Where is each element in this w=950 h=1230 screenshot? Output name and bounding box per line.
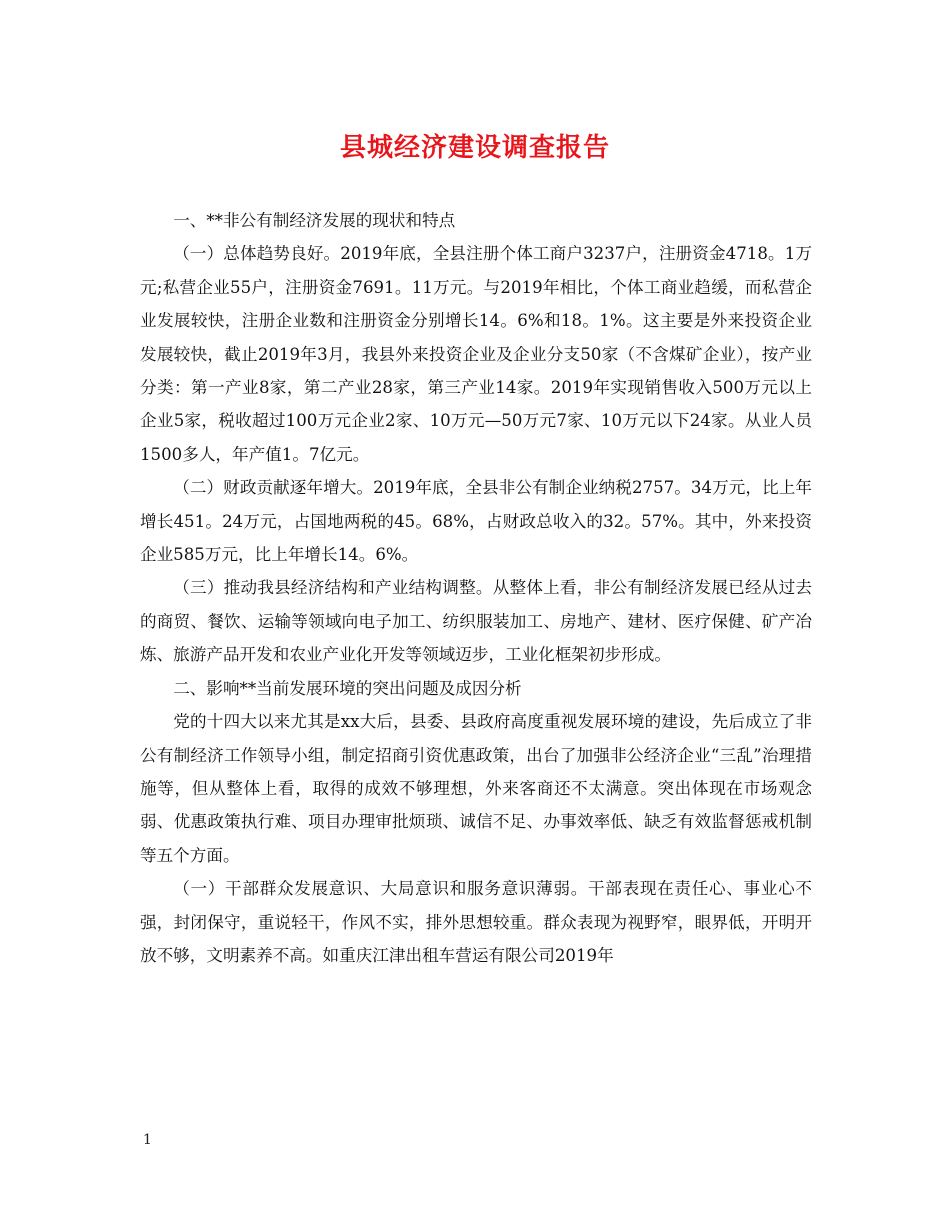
paragraph: （三）推动我县经济结构和产业结构调整。从整体上看，非公有制经济发展已经从过去的商贸、餐饮、运输等领域向电子加工、纺织服装加工、房地产、建材、医疗保健、矿产冶炼、旅游产品开发和农业产业化开发等领域迈步，工业化框架初步形成。 xyxy=(140,578,812,665)
section-heading-2: 二、影响**当前发展环境的突出问题及成因分析 xyxy=(173,678,522,698)
document-body xyxy=(140,204,812,972)
paragraph: （一）总体趋势良好。2019年底，全县注册个体工商户3237户，注册资金4718。1万元;私营企业55户，注册资金7691。11万元。与2019年相比，个体工商业趋缓，而私营企业发展较快，注册企业数和注册资金分别增长14。6%和18。1%。这主要是外来投资企业发展较快，截止2019年3月，我县外来投资企业及企业分支50家（不含煤矿企业），按产业分类：第一产业8家，第二产业28家，第三产业14家。2019年实现销售收入500万元以上企业5家，税收超过100万元企业2家、10万元—50万元7家、10万元以下24家。从业人员1500多人，年产值1。7亿元。 xyxy=(140,244,812,464)
paragraph: （一）干部群众发展意识、大局意识和服务意识薄弱。干部表现在责任心、事业心不强，封闭保守，重说轻干，作风不实，排外思想较重。群众表现为视野窄，眼界低，开明开放不够，文明素养不高。如重庆江津出租车营运有限公司2019年 xyxy=(140,879,812,965)
section-heading-1: 一、**非公有制经济发展的现状和特点 xyxy=(173,211,456,230)
document-title: 县城经济建设调查报告 xyxy=(339,133,610,163)
page-number: 1 xyxy=(143,1132,152,1148)
paragraph: 党的十四大以来尤其是xx大后，县委、县政府高度重视发展环境的建设，先后成立了非公有制经济工作领导小组，制定招商引资优惠政策，出台了加强非公经济企业“三乱”治理措施等，但从整体上看，取得的成效不够理想，外来客商还不太满意。突出体现在市场观念弱、优惠政策执行难、项目办理审批烦琐、诚信不足、办事效率低、缺乏有效监督惩戒机制等五个方面。 xyxy=(140,712,812,865)
paragraph: （二）财政贡献逐年增大。2019年底，全县非公有制企业纳税2757。34万元，比上年增长451。24万元，占国地两税的45。68%，占财政总收入的32。57%。其中，外来投资企业585万元，比上年增长14。6%。 xyxy=(140,478,812,565)
